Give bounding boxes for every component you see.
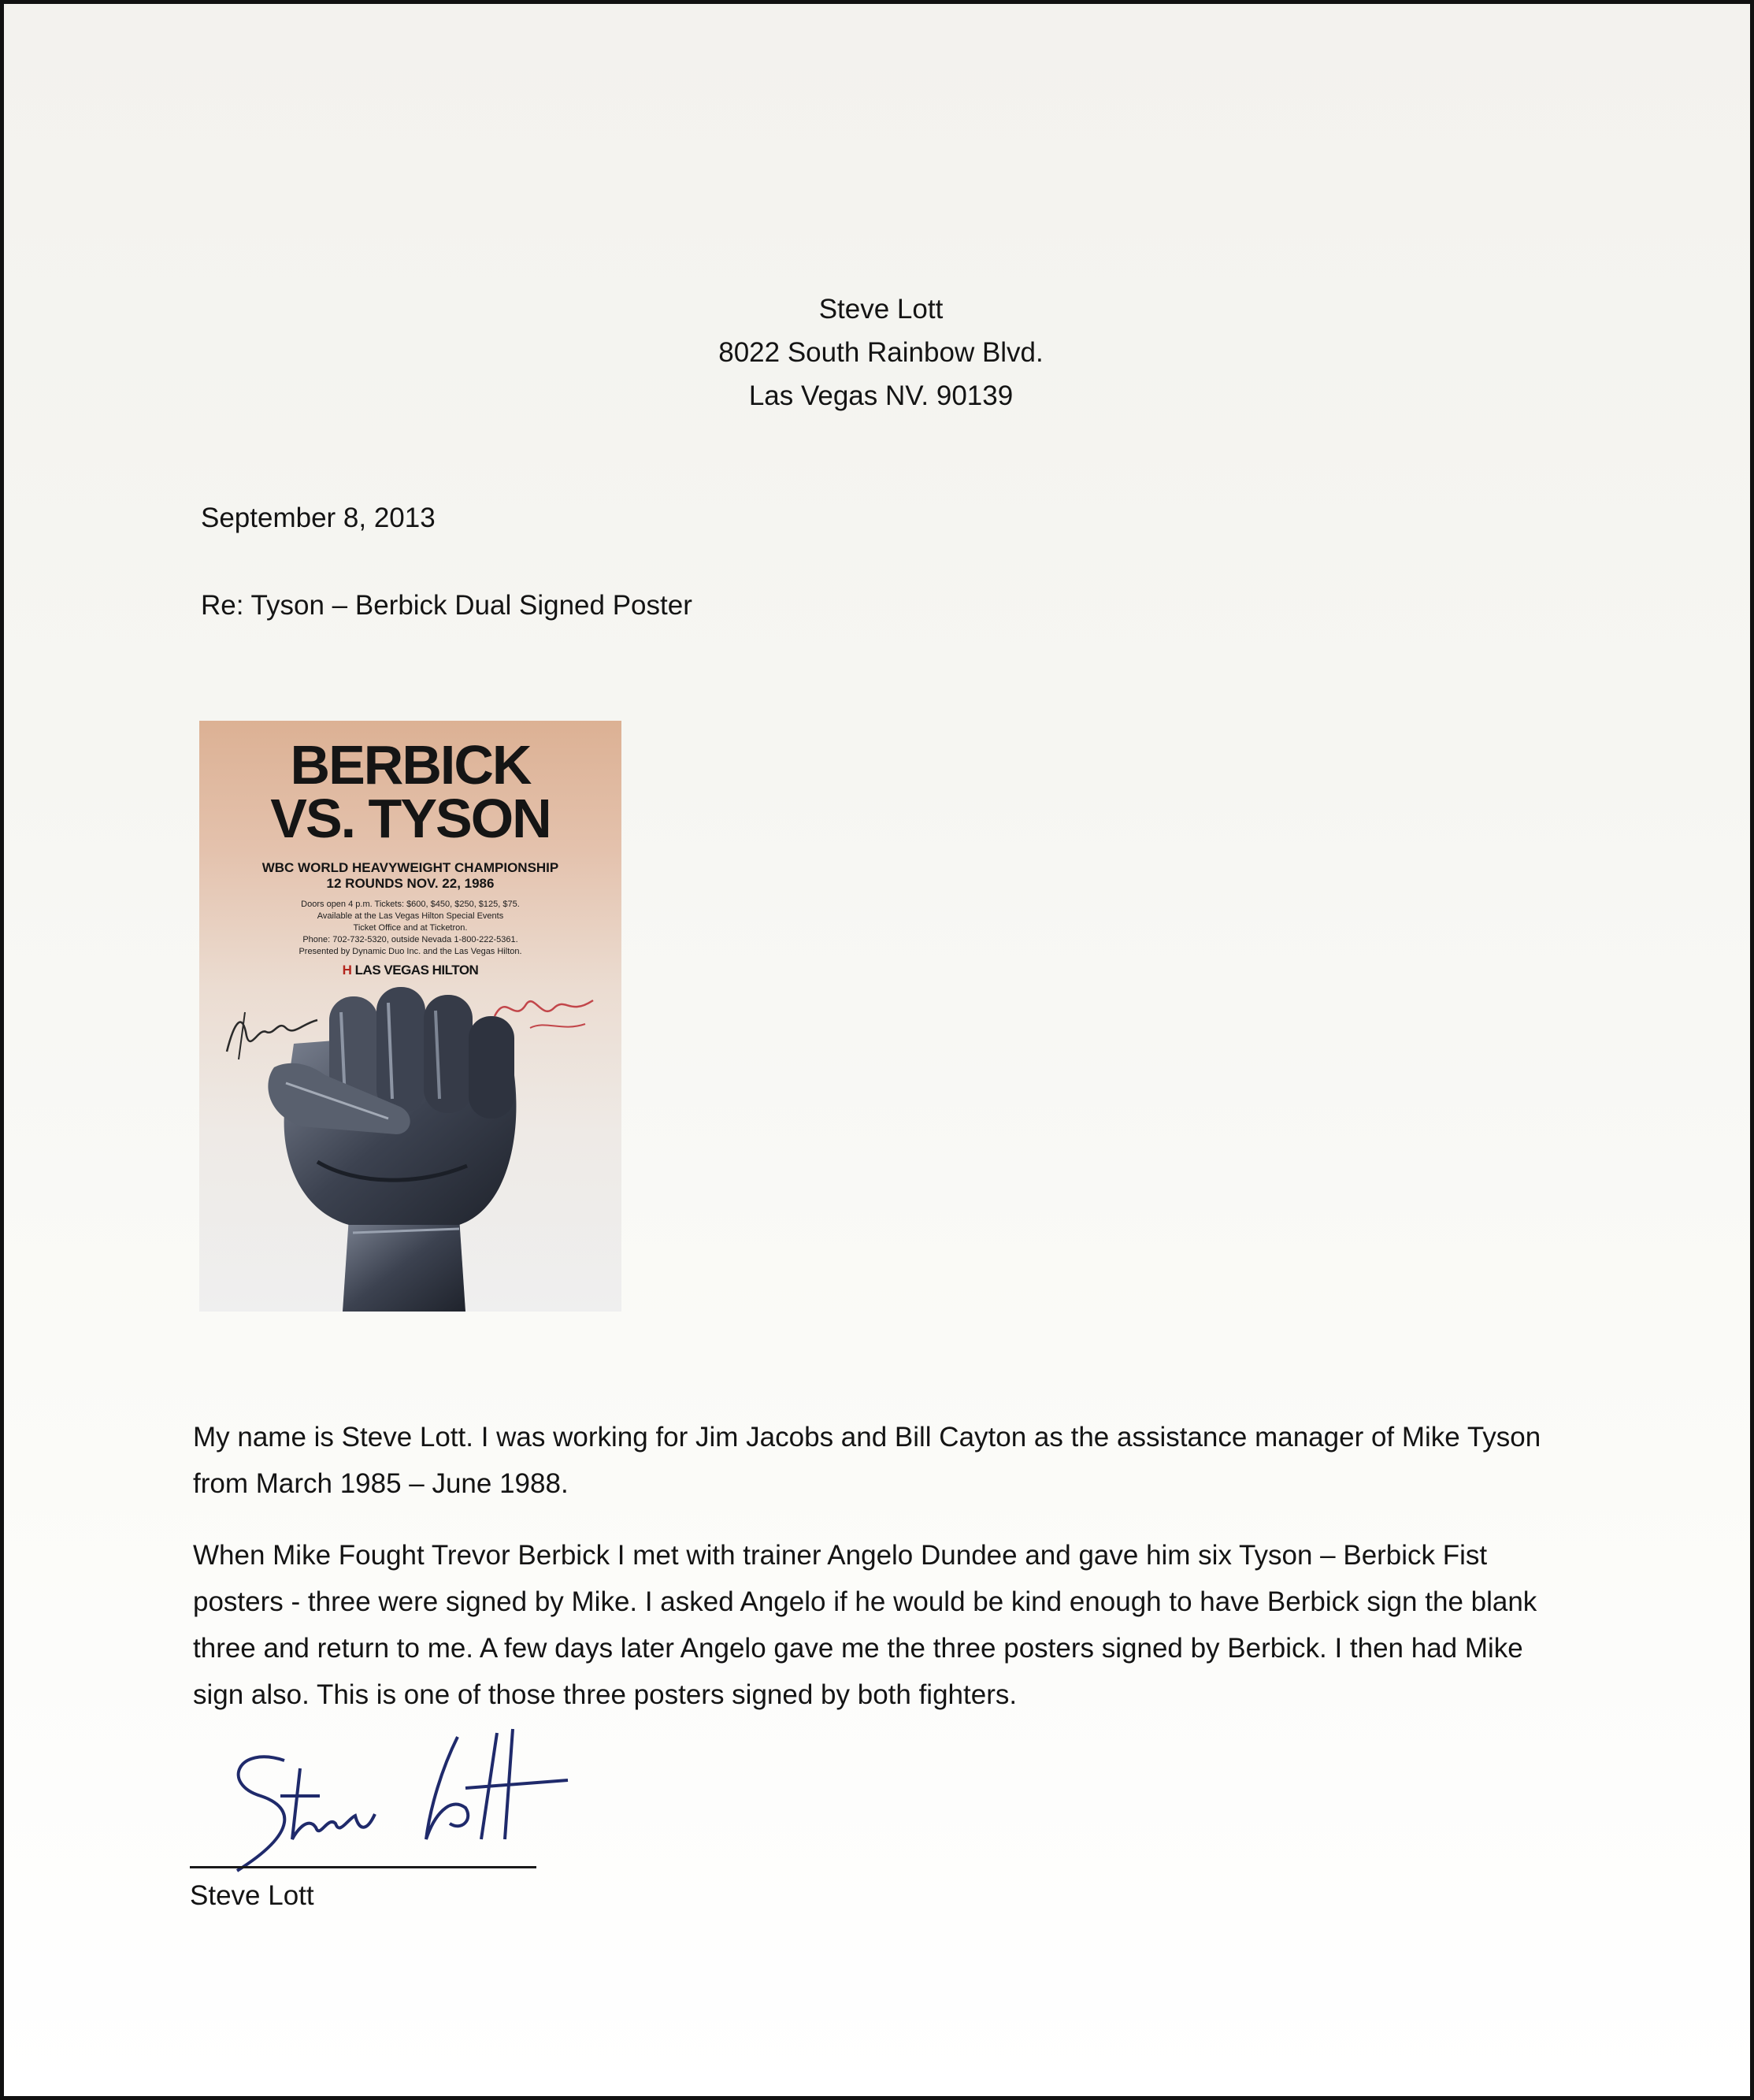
poster-title-line2: VS. TYSON [270,788,551,849]
signature-printed-name: Steve Lott [190,1880,314,1911]
poster-detail-line: Available at the Las Vegas Hilton Special Events [317,911,504,921]
poster-photo [199,721,621,1312]
poster-subtitle-line2: 12 ROUNDS NOV. 22, 1986 [326,876,495,891]
poster-detail-line: Phone: 702-732-5320, outside Nevada 1-800-222-5361. [302,935,518,944]
body-paragraph-2: When Mike Fought Trevor Berbick I met with trainer Angelo Dundee and gave him six Tyson – Berbick Fist posters - three were signed by Mike. I asked Angelo if he would be kind enough to have Berbick sign the blank three and return to me. A few days later Angelo gave me the three posters signed by Berbick. I then had Mike sign also. This is one of those three posters signed by both fighters. [193,1540,1537,1710]
letterhead-name: Steve Lott [818,294,944,325]
poster-detail-line: Ticket Office and at Ticketron. [353,923,468,933]
letterhead-city: Las Vegas NV. 90139 [748,380,1014,411]
poster-detail-line: Doors open 4 p.m. Tickets: $600, $450, $250, $125, $75. [301,900,520,909]
handwritten-signature [190,1721,599,1879]
subject-line: Re: Tyson – Berbick Dual Signed Poster [201,590,692,621]
berbick-autograph [223,1004,325,1067]
letterhead [4,288,1754,417]
poster-venue-name: LAS VEGAS HILTON [354,963,479,978]
body-paragraph-1: My name is Steve Lott. I was working for Jim Jacobs and Bill Cayton as the assistance manager of Mike Tyson from March 1985 – June 1988. [193,1422,1541,1499]
poster-detail-line: Presented by Dynamic Duo Inc. and the Las Vegas Hilton. [299,947,522,956]
poster-venue [199,963,621,978]
poster-subtitle-line1: WBC WORLD HEAVYWEIGHT CHAMPIONSHIP [261,860,559,875]
hilton-logo-mark: H [342,963,352,978]
letter-date: September 8, 2013 [201,503,436,533]
poster-title-line1: BERBICK [290,734,531,796]
signature-line [190,1866,536,1868]
tyson-autograph [491,985,601,1048]
letterhead-address: 8022 South Rainbow Blvd. [718,337,1044,368]
